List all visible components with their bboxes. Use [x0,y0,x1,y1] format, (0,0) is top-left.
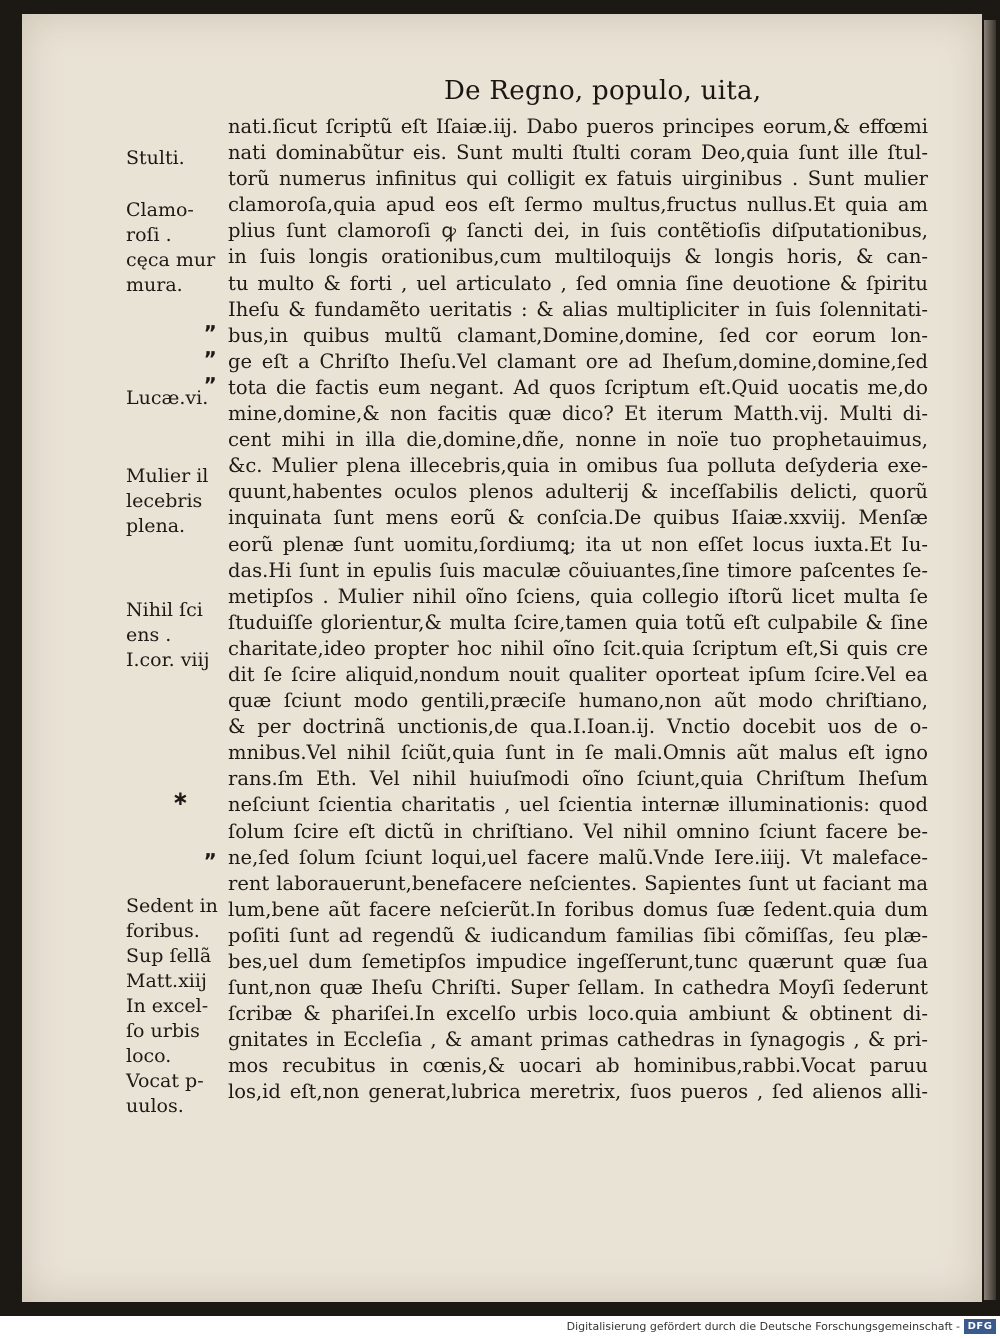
margin-quote-mark: „ [204,310,218,334]
margin-quote-mark: „ [204,336,218,360]
margin-note-line: loco. [126,1045,172,1067]
margin-note-line: lecebris [126,490,203,512]
margin-asterisk-mark: ∗ [172,786,189,810]
margin-note-line: plena. [126,515,186,537]
margin-note-line: Clamo- [126,199,194,221]
text-line: bus,in quibus multũ clamant,Domine,domine, ſed cor eorum lon- [228,323,928,347]
text-line: inquinata ſunt mens eorũ & conſcia.De quibus Iſaiæ.xxviij. Menſæ [228,506,928,530]
text-line: das.Hi ſunt in epulis ſuis maculæ cõuiuantes,ſine timore paſcentes ſe- [228,558,928,582]
text-line: cent mihi in illa die,domine,dñe, nonne in noïe tuo prophetauimus, [228,428,928,452]
dfg-logo: DFG [964,1319,996,1334]
text-line: los,id eſt,non generat,lubrica meretrix, ſuos pueros , ſed alienos alli- [228,1080,928,1104]
text-line: in ſuis longis orationibus,cum multiloquijs & longis horis, & can- [228,245,928,269]
margin-note-line: In excel- [126,995,209,1017]
margin-note-stulti [126,146,230,171]
margin-note-line: cęca mur [126,249,216,271]
text-line: mine,domine,& non facitis quæ dico? Et iterum Matth.vij. Multi di- [228,402,928,426]
text-line: quæ ſciunt modo gentili,præciſe humano,non aũt modo chriſtiano, [228,689,928,713]
margin-note-line: Lucæ.vi. [126,387,209,409]
text-line: Iheſu & fundamẽto ueritatis : & alias multipliciter in ſuis ſolennitati- [228,297,928,321]
body-text-column [228,114,928,1106]
footer-bar [0,1316,1000,1339]
margin-note-line: uulos. [126,1095,184,1117]
margin-quote-mark: „ [204,838,218,862]
text-line: gnitates in Eccleſia , & amant primas cathedras in ſynagogis , & pri- [228,1028,928,1052]
text-line: nati dominabũtur eis. Sunt multi ſtulti coram Deo,quia ſunt ille ſtul- [228,141,928,165]
text-line: plius ſunt clamoroſi ꝙ ſancti dei, in ſuis contẽtioſis diſputationibus, [228,219,928,243]
margin-note-line: mura. [126,274,183,296]
funding-credit: Digitalisierung gefördert durch die Deutsche Forschungsgemeinschaft - [566,1320,960,1333]
text-line: ne,ſed ſolum ſciunt loqui,uel facere malũ.Vnde Iere.iiij. Vt maleface- [228,845,928,869]
text-line: eorũ plenæ ſunt uomitu,ſordiumꝗ; ita ut non eſſet locus iuxta.Et Iu- [228,532,928,556]
margin-note-line: ſo urbis [126,1020,200,1042]
margin-note-clamorosi [126,198,230,298]
page-edge-shadow [984,20,996,1300]
margin-note-sedent [126,894,230,1119]
margin-note-line: I.cor. viij [126,649,210,671]
margin-note-line: Sup ſellã [126,945,212,967]
margin-note-line: Mulier il [126,465,209,487]
text-line: & per doctrinã unctionis,de qua.I.Ioan.ij. Vnctio docebit uos de o- [228,715,928,739]
margin-note-line: foribus. [126,920,200,942]
margin-note-line: ens . [126,624,172,646]
margin-note-line: Stulti. [126,147,185,169]
text-line: mnibus.Vel nihil ſciũt,quia ſunt in ſe mali.Omnis aũt malus eſt igno [228,741,928,765]
text-line: ge eſt a Chriſto Iheſu.Vel clamant ore ad Iheſum,domine,domine,ſed [228,349,928,373]
text-line: tota die factis eum negant. Ad quos ſcriptum eſt.Quid uocatis me,do [228,375,928,399]
text-line: neſciunt ſcientia charitatis , uel ſcientia internæ illuminationis: quod [228,793,928,817]
text-line: clamoroſa,quia apud eos eſt ſermo multus,fructus nullus.Et quia am [228,193,928,217]
text-line: torũ numerus infinitus qui colligit ex fatuis uirginibus . Sunt mulier [228,167,928,191]
margin-note-line: Vocat p- [126,1070,204,1092]
text-line: ſtuduiſſe glorientur,& multa ſcire,tamen quia totũ eſt culpabile & ſine [228,610,928,634]
text-line: tu multo & forti , uel articulato , ſed omnia ſine deuotione & ſpiritu [228,271,928,295]
text-line: bes,uel dum ſemetipſos impudice ingeſſerunt,tunc quærunt quæ ſua [228,950,928,973]
margin-note-lucae [126,386,230,411]
text-line: poſiti ſunt ad regendũ & iudicandum familias ſibi cõmiſſas, ſeu plæ- [228,923,928,947]
text-line: &c. Mulier plena illecebris,quia in omibus ſua polluta deſyderia exe- [228,454,928,478]
text-line: rans.ſm Eth. Vel nihil huiuſmodi oĩno ſciunt,quia Chriſtum Iheſum [228,767,928,791]
running-head: De Regno, populo, uita, [444,76,762,106]
margin-note-nihil-sciens [126,598,230,673]
text-line: ſunt,non quæ Iheſu Chriſti. Super ſellam. In cathedra Moyſi ſederunt [228,976,928,1000]
text-line: lum,bene aũt facere neſcierũt.In foribus domus ſuæ ſedent.quia dum [228,897,928,921]
text-line: quunt,habentes oculos plenos adulterij & inceſſabilis delicti, quorũ [228,480,928,504]
margin-note-line: Matt.xiij [126,970,207,992]
text-line: rent laborauerunt,benefacere neſcientes. Sapientes ſunt ut faciant ma [228,871,928,895]
margin-quote-mark: „ [204,362,218,386]
margin-note-line: Sedent in [126,895,218,917]
text-line: charitate,ideo propter hoc nihil oĩno ſcit.quia ſcriptum eſt,Si quis cre [228,636,928,660]
margin-note-line: Nihil ſci [126,599,203,621]
text-line: ſcribæ & phariſei.In excelſo urbis loco.quia ambiunt & obtinent di- [228,1002,928,1026]
margin-note-mulier-illecebris [126,464,230,539]
margin-note-line: roſi . [126,224,172,246]
text-line: mos recubitus in cœnis,& uocari ab hominibus,rabbi.Vocat paruu [228,1054,928,1078]
text-line: ſolum ſcire eſt dictũ in chriſtiano. Vel nihil omnino ſciunt facere be- [228,819,928,843]
text-line: metipſos . Mulier nihil oĩno ſciens, quia collegio iſtorũ licet multa ſe [228,584,928,608]
text-line: dit ſe ſcire aliquid,nondum nouit qualiter oporteat ipſum ſcire.Vel ea [228,662,928,686]
text-line: nati.ſicut ſcriptũ eſt Iſaiæ.iij. Dabo pueros principes eorum,& effœmi [228,115,928,138]
